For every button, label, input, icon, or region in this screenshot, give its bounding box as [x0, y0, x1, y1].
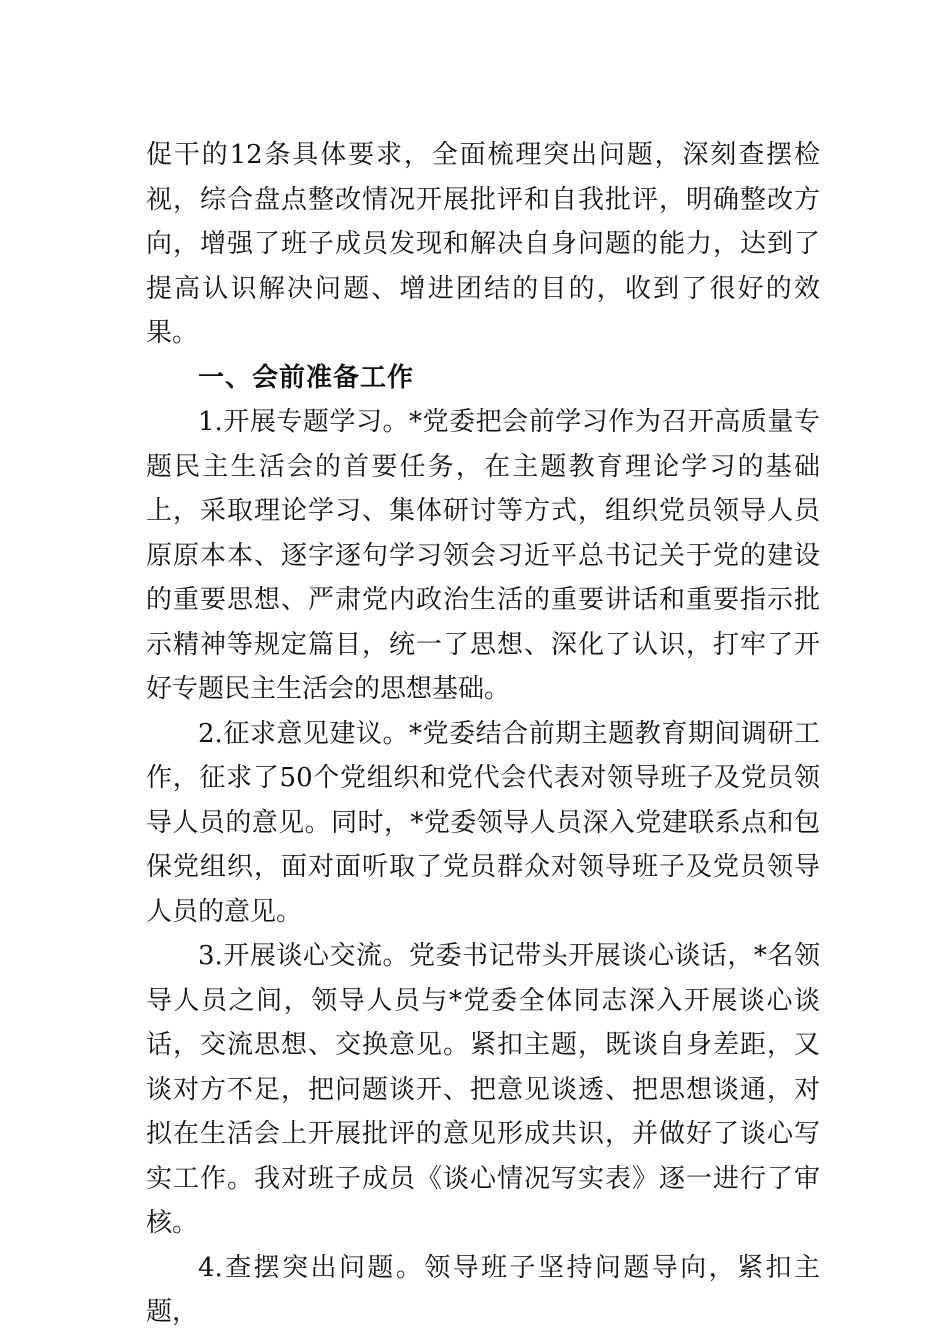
paragraph-study: 1.开展专题学习。*党委把会前学习作为召开高质量专题民主生活会的首要任务，在主题教育理论学习的基础上，采取理论学习、集体研讨等方式，组织党员领导人员原原本本、逐字逐句学习领会习近平总书记关于党的建设的重要思想、严肃党内政治生活的重要讲话和重要指示批示精神等规定篇目，统一了思想、深化了认识，打牢了开好专题民主生活会的思想基础。	[146, 407, 820, 704]
intro-paragraph: 促干的12条具体要求，全面梳理突出问题，深刻查摆检视，综合盘点整改情况开展批评和自我批评，明确整改方向，增强了班子成员发现和解决自身问题的能力，达到了提高认识解决问题、增进团结的目的，收到了很好的效果。	[146, 140, 820, 348]
paragraph-talks: 3.开展谈心交流。党委书记带头开展谈心谈话，*名领导人员之间，领导人员与*党委全体同志深入开展谈心谈话，交流思想、交换意见。紧扣主题，既谈自身差距，又谈对方不足，把问题谈开、把意见谈透、把思想谈通，对拟在生活会上开展批评的意见形成共识，并做好了谈心写实工作。我对班子成员《谈心情况写实表》逐一进行了审核。	[146, 941, 820, 1238]
paragraph-problems: 4.查摆突出问题。领导班子坚持问题导向，紧扣主题，	[146, 1252, 820, 1327]
section-heading: 一、会前准备工作	[198, 362, 415, 393]
paragraph-opinions: 2.征求意见建议。*党委结合前期主题教育期间调研工作，征求了50个党组织和党代会代表对领导班子及党员领导人员的意见。同时，*党委领导人员深入党建联系点和包保党组织，面对面听取了党员群众对领导班子及党员领导人员的意见。	[146, 718, 820, 927]
document-page	[146, 133, 820, 1335]
